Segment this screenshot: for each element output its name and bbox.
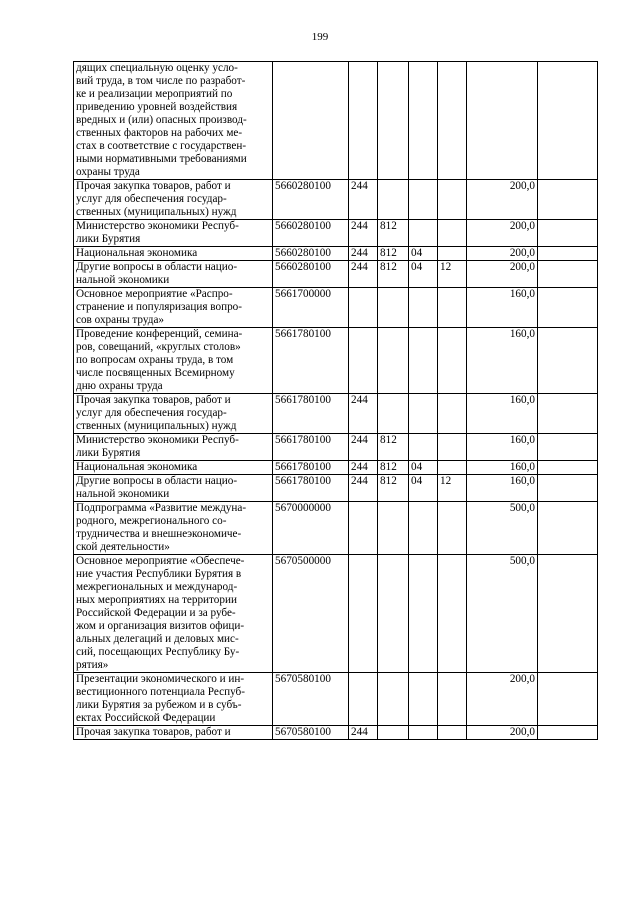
section-cell (409, 502, 438, 555)
amount-cell: 160,0 (467, 434, 538, 461)
extra-cell (538, 726, 598, 740)
table-row (74, 62, 598, 180)
subsection-cell (438, 288, 467, 328)
item-name-cell: Прочая закупка товаров, работ и (74, 726, 273, 740)
ministry-code-cell (378, 394, 409, 434)
item-name-cell: Национальная экономика (74, 461, 273, 475)
amount-cell: 160,0 (467, 394, 538, 434)
table-row (74, 261, 598, 288)
amount-cell: 200,0 (467, 261, 538, 288)
expense-type-cell (349, 328, 378, 394)
ministry-code-cell: 812 (378, 247, 409, 261)
section-cell (409, 434, 438, 461)
extra-cell (538, 434, 598, 461)
item-name-cell: Проведение конференций, семина- ров, совещаний, «круглых столов» по вопросам охраны труда, в том числе посвященных Всемирному дню охраны труда (74, 328, 273, 394)
amount-cell: 200,0 (467, 726, 538, 740)
extra-cell (538, 261, 598, 288)
expense-type-cell (349, 288, 378, 328)
item-name-cell: Другие вопросы в области нацио- нальной экономики (74, 261, 273, 288)
section-cell (409, 62, 438, 180)
expense-type-cell (349, 673, 378, 726)
section-cell: 04 (409, 247, 438, 261)
target-code-cell: 5660280100 (273, 220, 349, 247)
ministry-code-cell (378, 180, 409, 220)
expense-type-cell: 244 (349, 461, 378, 475)
section-cell: 04 (409, 475, 438, 502)
subsection-cell: 12 (438, 475, 467, 502)
target-code-cell: 5670580100 (273, 726, 349, 740)
section-cell: 04 (409, 261, 438, 288)
expense-type-cell: 244 (349, 180, 378, 220)
ministry-code-cell (378, 502, 409, 555)
amount-cell: 160,0 (467, 475, 538, 502)
expense-type-cell (349, 502, 378, 555)
amount-cell: 160,0 (467, 288, 538, 328)
expense-type-cell: 244 (349, 220, 378, 247)
subsection-cell (438, 673, 467, 726)
section-cell (409, 180, 438, 220)
extra-cell (538, 673, 598, 726)
expense-type-cell (349, 555, 378, 673)
table-row (74, 726, 598, 740)
ministry-code-cell: 812 (378, 220, 409, 247)
amount-cell: 500,0 (467, 555, 538, 673)
table-row (74, 434, 598, 461)
target-code-cell: 5661700000 (273, 288, 349, 328)
target-code-cell: 5661780100 (273, 434, 349, 461)
section-cell: 04 (409, 461, 438, 475)
extra-cell (538, 555, 598, 673)
extra-cell (538, 502, 598, 555)
target-code-cell: 5661780100 (273, 475, 349, 502)
table-row (74, 247, 598, 261)
ministry-code-cell: 812 (378, 475, 409, 502)
subsection-cell (438, 394, 467, 434)
subsection-cell (438, 220, 467, 247)
item-name-cell: Другие вопросы в области нацио- нальной экономики (74, 475, 273, 502)
table-row (74, 180, 598, 220)
item-name-cell: Министерство экономики Респуб- лики Бурятия (74, 434, 273, 461)
ministry-code-cell: 812 (378, 261, 409, 288)
subsection-cell (438, 726, 467, 740)
section-cell (409, 220, 438, 247)
item-name-cell: Прочая закупка товаров, работ и услуг для обеспечения государ- ственных (муниципальных) нужд (74, 394, 273, 434)
target-code-cell: 5670500000 (273, 555, 349, 673)
ministry-code-cell (378, 726, 409, 740)
target-code-cell (273, 62, 349, 180)
table-row (74, 502, 598, 555)
table-row (74, 288, 598, 328)
amount-cell (467, 62, 538, 180)
extra-cell (538, 62, 598, 180)
table-row (74, 475, 598, 502)
amount-cell: 160,0 (467, 461, 538, 475)
item-name-cell: Министерство экономики Респуб- лики Бурятия (74, 220, 273, 247)
ministry-code-cell (378, 62, 409, 180)
extra-cell (538, 220, 598, 247)
amount-cell: 200,0 (467, 220, 538, 247)
expense-type-cell: 244 (349, 394, 378, 434)
target-code-cell: 5660280100 (273, 247, 349, 261)
ministry-code-cell: 812 (378, 461, 409, 475)
target-code-cell: 5660280100 (273, 180, 349, 220)
subsection-cell: 12 (438, 261, 467, 288)
target-code-cell: 5660280100 (273, 261, 349, 288)
ministry-code-cell (378, 555, 409, 673)
item-name-cell: Основное мероприятие «Обеспече- ние участия Республики Бурятия в межрегиональных и международ- ных мероприятиях на территории Российской Федерации и за рубе- жом и организация визитов офици- альных делегаций и деловых мис- сий, посещающих Республику Бу- рятия» (74, 555, 273, 673)
subsection-cell (438, 555, 467, 673)
item-name-cell: Основное мероприятие «Распро- странение и популяризация вопро- сов охраны труда» (74, 288, 273, 328)
item-name-cell: Презентации экономического и ин- вестиционного потенциала Респуб- лики Бурятия за рубежом и в субъ- ектах Российской Федерации (74, 673, 273, 726)
table-row (74, 394, 598, 434)
subsection-cell (438, 247, 467, 261)
amount-cell: 500,0 (467, 502, 538, 555)
extra-cell (538, 394, 598, 434)
table-row (74, 461, 598, 475)
ministry-code-cell (378, 328, 409, 394)
section-cell (409, 394, 438, 434)
extra-cell (538, 180, 598, 220)
item-name-cell: Подпрограмма «Развитие междуна- родного, межрегионального со- трудничества и внешнеэкономиче- ской деятельности» (74, 502, 273, 555)
amount-cell: 200,0 (467, 673, 538, 726)
subsection-cell (438, 502, 467, 555)
expense-type-cell: 244 (349, 247, 378, 261)
ministry-code-cell (378, 673, 409, 726)
expense-type-cell: 244 (349, 475, 378, 502)
section-cell (409, 288, 438, 328)
extra-cell (538, 461, 598, 475)
expense-type-cell (349, 62, 378, 180)
expense-type-cell: 244 (349, 726, 378, 740)
subsection-cell (438, 180, 467, 220)
amount-cell: 200,0 (467, 180, 538, 220)
subsection-cell (438, 328, 467, 394)
item-name-cell: дящих специальную оценку усло- вий труда, в том числе по разработ- ке и реализации мероприятий по приведению уровней воздействия вредных и (или) опасных производ- ственных факторов на рабочих ме- стах в соответствие с государствен- ными нормативными требованиями охраны труда (74, 62, 273, 180)
amount-cell: 200,0 (467, 247, 538, 261)
section-cell (409, 555, 438, 673)
extra-cell (538, 475, 598, 502)
extra-cell (538, 288, 598, 328)
target-code-cell: 5661780100 (273, 461, 349, 475)
table-row (74, 328, 598, 394)
extra-cell (538, 328, 598, 394)
item-name-cell: Прочая закупка товаров, работ и услуг для обеспечения государ- ственных (муниципальных) нужд (74, 180, 273, 220)
ministry-code-cell (378, 288, 409, 328)
budget-table (73, 61, 598, 740)
page-number: 199 (311, 31, 329, 43)
table-row (74, 220, 598, 247)
target-code-cell: 5670580100 (273, 673, 349, 726)
section-cell (409, 726, 438, 740)
extra-cell (538, 247, 598, 261)
ministry-code-cell: 812 (378, 434, 409, 461)
table-row (74, 555, 598, 673)
expense-type-cell: 244 (349, 261, 378, 288)
section-cell (409, 328, 438, 394)
amount-cell: 160,0 (467, 328, 538, 394)
subsection-cell (438, 461, 467, 475)
target-code-cell: 5670000000 (273, 502, 349, 555)
subsection-cell (438, 434, 467, 461)
expense-type-cell: 244 (349, 434, 378, 461)
item-name-cell: Национальная экономика (74, 247, 273, 261)
subsection-cell (438, 62, 467, 180)
target-code-cell: 5661780100 (273, 328, 349, 394)
table-body (74, 62, 598, 740)
table-row (74, 673, 598, 726)
target-code-cell: 5661780100 (273, 394, 349, 434)
section-cell (409, 673, 438, 726)
